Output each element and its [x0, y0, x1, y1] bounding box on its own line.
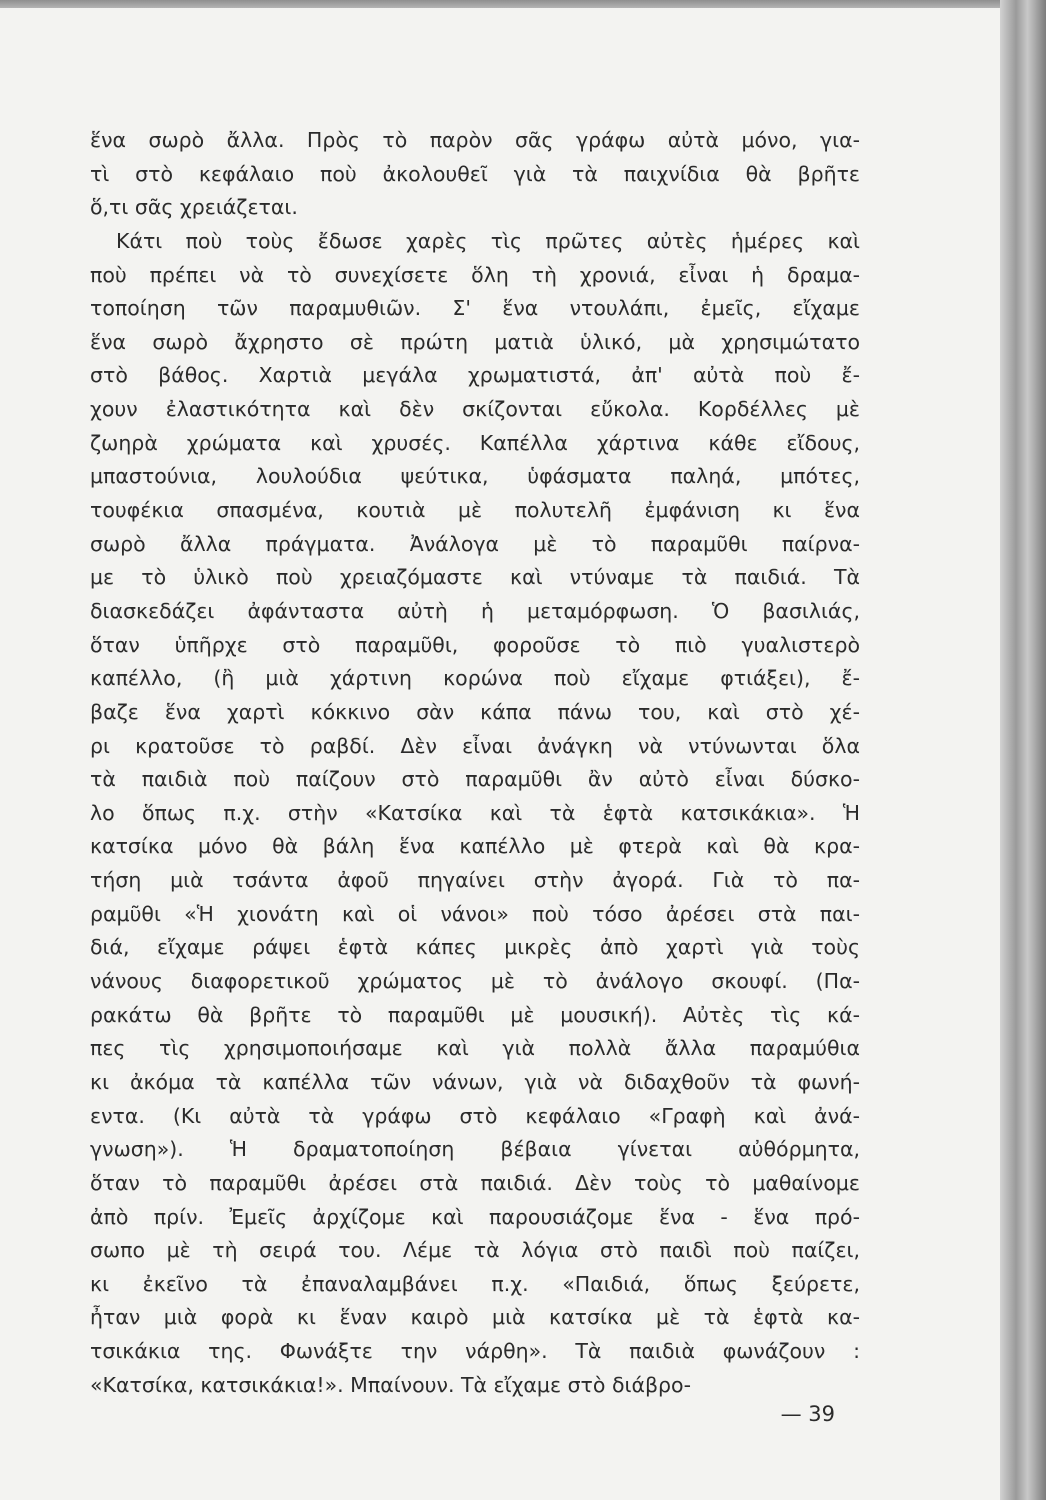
text-line: λο ὅπως π.χ. στὴν «Κατσίκα καὶ τὰ ἑφτὰ κατσικάκια». Ἡ	[90, 800, 860, 825]
text-line: ποὺ πρέπει νὰ τὸ συνεχίσετε ὅλη τὴ χρονιά, εἶναι ἡ δραμα-	[90, 262, 860, 287]
text-line: νάνους διαφορετικοῦ χρώματος μὲ τὸ ἀνάλογο σκουφί. (Πα-	[90, 969, 860, 994]
text-line: μπαστούνια, λουλούδια ψεύτικα, ὑφάσματα παληά, μπότες,	[90, 464, 860, 489]
text-line: ἕνα σωρὸ ἄχρηστο σὲ πρώτη ματιὰ ὑλικό, μὰ χρησιμώτατο	[90, 329, 860, 354]
text-line: διασκεδάζει ἀφάνταστα αὐτὴ ἡ μεταμόρφωση. Ὁ βασιλιάς,	[90, 598, 860, 623]
text-line: εντα. (Κι αὐτὰ τὰ γράφω στὸ κεφάλαιο «Γραφὴ καὶ ἀνά-	[90, 1103, 860, 1128]
text-line: ἀπὸ πρίν. Ἐμεῖς ἀρχίζομε καὶ παρουσιάζομε ἕνα - ἕνα πρό-	[90, 1204, 860, 1229]
text-line: ραμῦθι «Ἡ χιονάτη καὶ οἱ νάνοι» ποὺ τόσο ἀρέσει στὰ παι-	[90, 901, 860, 926]
text-line: κι ἀκόμα τὰ καπέλλα τῶν νάνων, γιὰ νὰ διδαχθοῦν τὰ φωνή-	[90, 1069, 860, 1094]
paragraph-start-line: Κάτι ποὺ τοὺς ἔδωσε χαρὲς τὶς πρῶτες αὐτὲς ἡμέρες καὶ	[116, 228, 860, 253]
text-line: κι ἐκεῖνο τὰ ἐπαναλαμβάνει π.χ. «Παιδιά, ὅπως ξεύρετε,	[90, 1271, 860, 1296]
body-text	[90, 124, 860, 1402]
text-line: τήση μιὰ τσάντα ἀφοῦ πηγαίνει στὴν ἀγορά. Γιὰ τὸ πα-	[90, 868, 860, 893]
text-line: ρι κρατοῦσε τὸ ραβδί. Δὲν εἶναι ἀνάγκη νὰ ντύνωνται ὅλα	[90, 733, 860, 758]
text-line: σωρὸ ἄλλα πράγματα. Ἀνάλογα μὲ τὸ παραμῦθι παίρνα-	[90, 531, 860, 556]
text-line: ἕνα σωρὸ ἄλλα. Πρὸς τὸ παρὸν σᾶς γράφω αὐτὰ μόνο, για-	[90, 128, 860, 152]
text-line: ὅ,τι σᾶς χρειάζεται.	[90, 195, 298, 220]
text-line: κατσίκα μόνο θὰ βάλη ἕνα καπέλλο μὲ φτερὰ καὶ θὰ κρα-	[90, 834, 860, 859]
text-line: ἦταν μιὰ φορὰ κι ἕναν καιρὸ μιὰ κατσίκα μὲ τὰ ἑφτὰ κα-	[90, 1305, 860, 1330]
text-line: τουφέκια σπασμένα, κουτιὰ μὲ πολυτελῆ ἐμφάνιση κι ἕνα	[90, 498, 860, 523]
text-line: σωπο μὲ τὴ σειρά του. Λέμε τὰ λόγια στὸ παιδὶ ποὺ παίζει,	[90, 1238, 860, 1263]
text-line: τὰ παιδιὰ ποὺ παίζουν στὸ παραμῦθι ἂν αὐτὸ εἶναι δύσκο-	[90, 767, 860, 792]
text-line: γνωση»). Ἡ δραματοποίηση βέβαια γίνεται αὐθόρμητα,	[90, 1137, 860, 1162]
text-line: με τὸ ὑλικὸ ποὺ χρειαζόμαστε καὶ ντύναμε τὰ παιδιά. Τὰ	[90, 565, 860, 590]
text-line: τσικάκια της. Φωνάξτε την νάρθη». Τὰ παιδιὰ φωνάζουν :	[90, 1339, 860, 1364]
text-line: στὸ βάθος. Χαρτιὰ μεγάλα χρωματιστά, ἀπ' αὐτὰ ποὺ ἔ-	[90, 363, 860, 388]
text-line: τοποίηση τῶν παραμυθιῶν. Σ' ἕνα ντουλάπι, ἐμεῖς, εἴχαμε	[90, 296, 860, 321]
text-line: ὅταν ὑπῆρχε στὸ παραμῦθι, φοροῦσε τὸ πιὸ γυαλιστερὸ	[90, 632, 860, 657]
text-line: βαζε ἕνα χαρτὶ κόκκινο σὰν κάπα πάνω του, καὶ στὸ χέ-	[90, 699, 860, 724]
text-line: ζωηρὰ χρώματα καὶ χρυσές. Καπέλλα χάρτινα κάθε εἴδους,	[90, 430, 860, 455]
text-line: πες τὶς χρησιμοποιήσαμε καὶ γιὰ πολλὰ ἄλλα παραμύθια	[90, 1036, 860, 1061]
text-line: «Κατσίκα, κατσικάκια!». Μπαίνουν. Τὰ εἴχαμε στὸ διάβρο-	[90, 1372, 691, 1397]
text-line: τὶ στὸ κεφάλαιο ποὺ ἀκολουθεῖ γιὰ τὰ παιχνίδια θὰ βρῆτε	[90, 161, 860, 186]
book-page	[0, 8, 1000, 1500]
text-line: καπέλλο, (ἢ μιὰ χάρτινη κορώνα ποὺ εἴχαμε φτιάξει), ἔ-	[90, 666, 860, 691]
page-number: — 39	[780, 1402, 835, 1426]
text-line: διά, εἴχαμε ράψει ἑφτὰ κάπες μικρὲς ἀπὸ χαρτὶ γιὰ τοὺς	[90, 935, 860, 960]
text-line: ρακάτω θὰ βρῆτε τὸ παραμῦθι μὲ μουσική). Αὐτὲς τὶς κά-	[90, 1002, 860, 1027]
book-fore-edge	[1000, 0, 1046, 1500]
text-line: χουν ἐλαστικότητα καὶ δὲν σκίζονται εὔκολα. Κορδέλλες μὲ	[90, 397, 860, 422]
text-line: ὅταν τὸ παραμῦθι ἀρέσει στὰ παιδιά. Δὲν τοὺς τὸ μαθαίνομε	[90, 1170, 860, 1195]
